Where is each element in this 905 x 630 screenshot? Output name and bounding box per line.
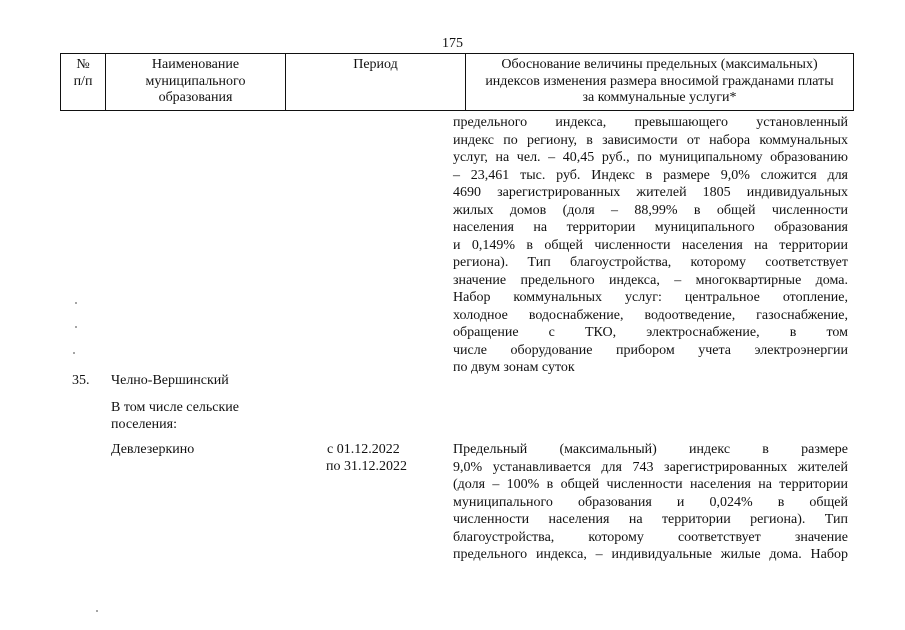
scan-speck xyxy=(73,352,75,354)
basis-line: 9,0% устанавливается для 743 зарегистрированных жителей xyxy=(453,459,848,475)
basis-line: (доля – 100% в общей численности населения на территории xyxy=(453,477,848,492)
continuation-line: – 23,461 тыс. руб. Индекс в размере 9,0% сложится для xyxy=(453,167,848,183)
scan-speck xyxy=(75,326,77,328)
continuation-line: индекс по региону, в зависимости от набора коммунальных xyxy=(453,132,848,148)
period-from: с 01.12.2022 xyxy=(327,442,400,457)
subheading-line: В том числе сельские xyxy=(111,400,240,415)
header-number-label: № п/п xyxy=(73,57,93,89)
continuation-line: Набор коммунальных услуг: центральное отопление, xyxy=(453,290,848,305)
basis-line: предельного индекса, – индивидуальные жилые дома. Набор xyxy=(453,547,848,562)
settlement-basis-paragraph xyxy=(453,441,848,564)
continuation-line: населения на территории муниципального образования xyxy=(453,220,848,235)
continuation-line: предельного индекса, превышающего установленный xyxy=(453,115,848,130)
entry-number: 35. xyxy=(72,373,90,388)
continuation-line: по двум зонам суток xyxy=(453,360,575,375)
continuation-line: холодное водоснабжение, водоотведение, газоснабжение, xyxy=(453,307,848,323)
scan-speck xyxy=(75,302,77,304)
continuation-line: 4690 зарегистрированных жителей 1805 индивидуальных xyxy=(453,185,848,200)
continuation-paragraph xyxy=(453,114,848,377)
continuation-line: числе оборудование прибором учета электроэнергии xyxy=(453,342,848,358)
basis-line: муниципального образования и 0,024% в общей xyxy=(453,494,848,510)
table-header xyxy=(60,53,854,111)
page-number: 175 xyxy=(442,36,463,51)
header-name-label: Наименование муниципального образования xyxy=(145,57,246,105)
header-name-column xyxy=(106,54,286,111)
basis-line: благоустройства, которому соответствует значение xyxy=(453,529,848,545)
period-to: по 31.12.2022 xyxy=(326,459,407,474)
continuation-line: региона). Тип благоустройства, которому соответствует xyxy=(453,255,848,270)
header-number-column xyxy=(61,54,106,111)
continuation-line: значение предельного индекса, – многоквартирные дома. xyxy=(453,272,848,288)
continuation-line: и 0,149% в общей численности населения на территории xyxy=(453,237,848,253)
continuation-line: жилых домов (доля – 88,99% в общей численности xyxy=(453,202,848,218)
header-basis-column xyxy=(466,54,854,111)
municipality-name: Челно-Вершинский xyxy=(111,373,229,388)
header-basis-label: Обоснование величины предельных (максимальных) индексов изменения размера вносимой гражданами платы за коммунальные услуги* xyxy=(485,57,834,105)
scan-speck xyxy=(96,610,98,612)
subheading-line: поселения: xyxy=(111,417,177,432)
header-period-label: Период xyxy=(353,57,398,72)
continuation-line: обращение с ТКО, электроснабжение, в том xyxy=(453,325,848,340)
continuation-line: услуг, на чел. – 40,45 руб., по муниципальному образованию xyxy=(453,150,848,165)
basis-line: численности населения на территории региона). Тип xyxy=(453,512,848,527)
header-period-column xyxy=(286,54,466,111)
settlement-name: Девлезеркино xyxy=(111,442,195,457)
basis-line: Предельный (максимальный) индекс в размере xyxy=(453,442,848,457)
